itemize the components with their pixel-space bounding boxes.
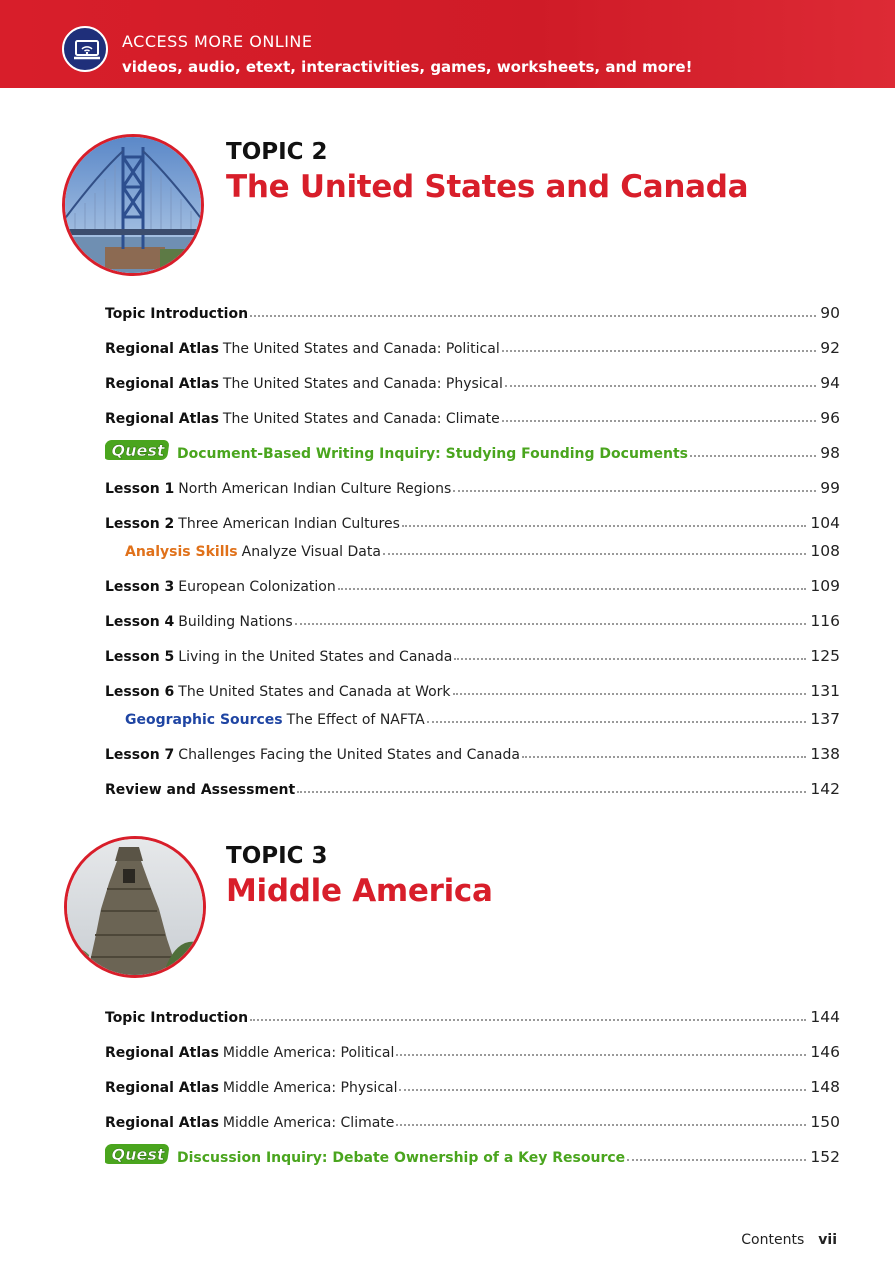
toc-entry[interactable]: Regional Atlas The United States and Canada: Political 92	[105, 339, 840, 357]
toc-entry[interactable]: Regional Atlas Middle America: Climate 150	[105, 1113, 840, 1131]
toc-entry[interactable]: Lesson 5 Living in the United States and Canada 125	[105, 647, 840, 665]
topic3-label: TOPIC 3	[226, 843, 328, 869]
toc-entry[interactable]: Regional Atlas Middle America: Political 146	[105, 1043, 840, 1061]
toc-entry[interactable]: Topic Introduction 144	[105, 1008, 840, 1026]
page-number: vii	[818, 1232, 837, 1248]
toc-entry[interactable]: Topic Introduction 90	[105, 304, 840, 322]
toc-entry-quest[interactable]: Quest Document-Based Writing Inquiry: Studying Founding Documents 98	[105, 440, 840, 462]
topic3-temple-photo	[64, 836, 206, 978]
toc-subentry[interactable]: Analysis Skills Analyze Visual Data 108	[125, 542, 840, 560]
toc-entry[interactable]: Lesson 6 The United States and Canada at Work 131	[105, 682, 840, 700]
banner-heading: ACCESS MORE ONLINE	[122, 32, 313, 51]
laptop-wifi-icon	[62, 26, 108, 72]
page-footer	[741, 1232, 837, 1248]
topic2-title: The United States and Canada	[226, 169, 749, 205]
toc-entry[interactable]: Regional Atlas The United States and Canada: Climate 96	[105, 409, 840, 427]
toc-entry[interactable]: Regional Atlas Middle America: Physical 148	[105, 1078, 840, 1096]
svg-text:Quest: Quest	[111, 1145, 165, 1164]
toc-entry[interactable]: Lesson 4 Building Nations 116	[105, 612, 840, 630]
svg-text:Quest: Quest	[111, 441, 165, 460]
banner-subheading: videos, audio, etext, interactivities, games, worksheets, and more!	[122, 58, 693, 76]
footer-label: Contents	[741, 1232, 805, 1248]
toc-entry[interactable]: Lesson 2 Three American Indian Cultures 104	[105, 514, 840, 532]
toc-entry[interactable]: Review and Assessment 142	[105, 780, 840, 798]
toc-entry-quest[interactable]: Quest Discussion Inquiry: Debate Ownership of a Key Resource 152	[105, 1144, 840, 1166]
online-banner[interactable]	[0, 0, 895, 88]
quest-badge-icon	[105, 1142, 171, 1166]
toc-entry[interactable]: Lesson 3 European Colonization 109	[105, 577, 840, 595]
toc-entry[interactable]: Lesson 7 Challenges Facing the United States and Canada 138	[105, 745, 840, 763]
topic2-label: TOPIC 2	[226, 139, 328, 165]
topic3-title: Middle America	[226, 873, 493, 909]
topic2-bridge-photo	[62, 134, 204, 276]
toc-entry[interactable]: Lesson 1 North American Indian Culture Regions 99	[105, 479, 840, 497]
quest-badge-icon	[105, 438, 171, 462]
toc-entry[interactable]: Regional Atlas The United States and Canada: Physical 94	[105, 374, 840, 392]
toc-subentry[interactable]: Geographic Sources The Effect of NAFTA 137	[125, 710, 840, 728]
